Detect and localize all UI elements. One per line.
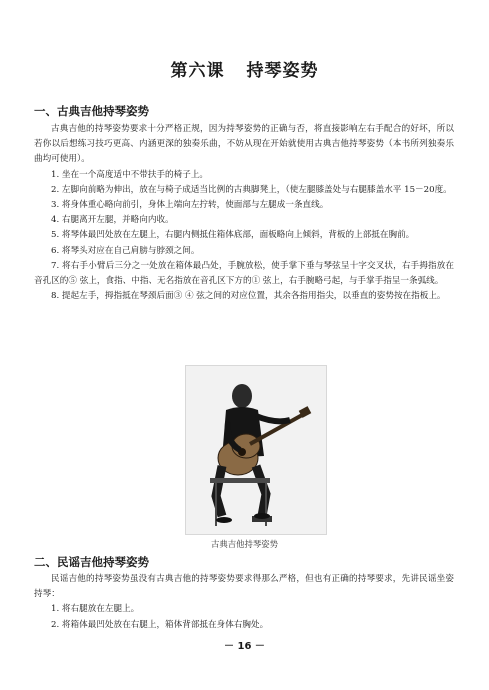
lesson-topic: 持琴姿势 [246, 61, 319, 81]
section1-heading: 一、古典吉他持琴姿势 [34, 104, 149, 118]
section2-heading: 二、民谣吉他持琴姿势 [34, 555, 149, 569]
section2-body [34, 572, 454, 633]
section1-step-8: 8. 提起左手，拇指抵在琴颈后面③ ④ 弦之间的对应位置，其余各指用指尖，以垂直的姿势按在指板上。 [51, 291, 446, 302]
section1-step-1: 1. 坐在一个高度适中不带扶手的椅子上。 [51, 169, 209, 180]
section1-step-6: 6. 将琴头对应在自己肩膀与脖颈之间。 [51, 245, 200, 256]
section2-intro: 民谣吉他的持琴姿势虽没有古典吉他的持琴姿势要求得那么严格，但也有正确的持琴要求，先讲民谣坐姿持琴： [34, 574, 454, 600]
section1-step-5: 5. 将琴体最凹处放在左腿上，右腿内侧抵住箱体底部，面板略向上倾斜，背板的上部抵在胸前。 [51, 230, 415, 241]
section2-step-1: 1. 将右腿放在左腿上。 [51, 604, 140, 615]
section1-step-2: 2. 左脚向前略为伸出，放在与椅子成适当比例的古典脚凳上，（使左腿膝盖处与右腿膝盖水平 15－20度。 [51, 184, 452, 195]
page-number: － 16 － [224, 641, 265, 652]
photo-caption: 古典吉他持琴姿势 [211, 539, 278, 549]
section2-step-2: 2. 将箱体最凹处放在右腿上，箱体背部抵在身体右胸处。 [51, 619, 269, 630]
section1-step-3: 3. 将身体重心略向前引，身体上端向左拧转，使面部与左腿成一条直线。 [51, 200, 329, 211]
lesson-number: 第六课 [170, 61, 225, 81]
section1-step-7: 7. 将右手小臂后三分之一处放在箱体最凸处，手腕放松，使手掌下垂与琴弦呈十字交叉状，右手拇指放在音孔区的⑤ 弦上，食指、中指、无名指放在音孔区下方的① 弦上，右手腕略弓起，与手掌手指呈一条弧线。 [34, 260, 454, 287]
guitarist-figure-icon [186, 366, 326, 534]
section1-step-4: 4. 右腿离开左腿，并略向内收。 [51, 215, 174, 226]
page-title [0, 56, 489, 81]
section1-body [34, 122, 454, 304]
guitarist-photo [185, 365, 327, 535]
section1-intro: 古典吉他的持琴姿势要求十分严格正规，因为持琴姿势的正确与否，将直接影响左右手配合的好坏，所以若你以后想练习技巧更高、内涵更深的独奏乐曲，不妨从现在开始就使用古典吉他持琴姿势（本书所列独奏乐曲均可使用）。 [34, 124, 454, 165]
